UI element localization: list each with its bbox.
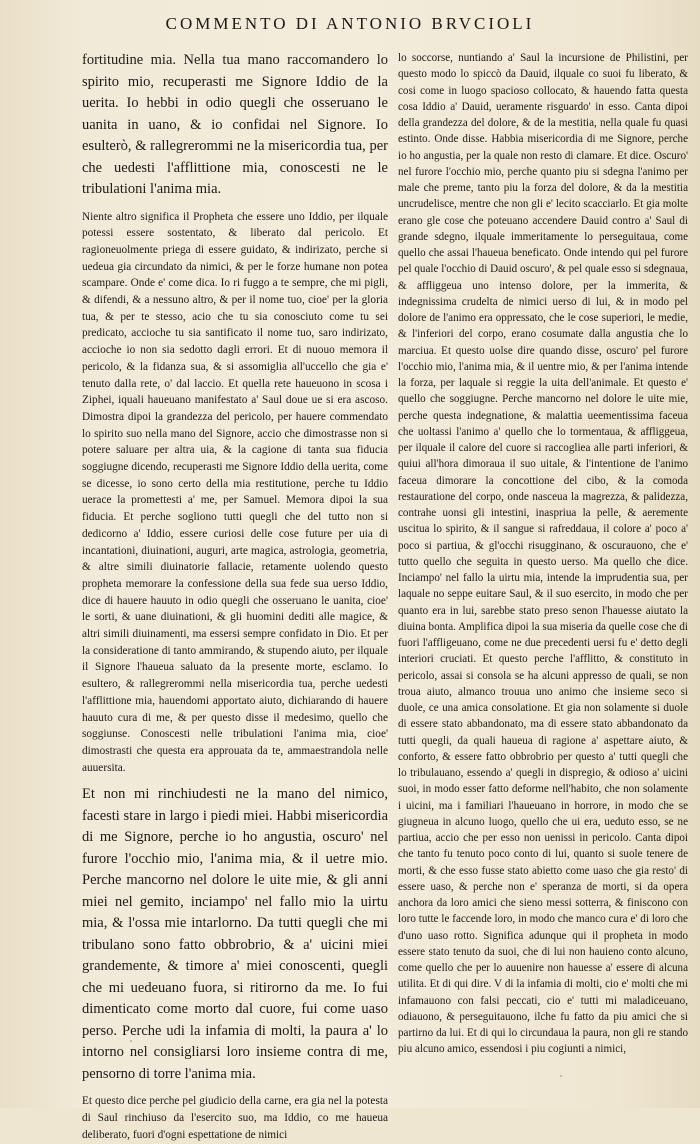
- psalm-verse-text: Et non mi rinchiudesti ne la mano del nimico, facesti stare in largo i piedi miei. Habbi misericordia di me Signore, perche io ho angustia, oscuro' nel furore l'occhio mio, l'anima mia, & il uetre mio. Perche mancorno nel dolore le uite mie, & gli anni miei nel gemito, inciampo' nel fallo mio la uirtu mia, & l'ossa mie intarlorno. Da tutti quegli che mi tribulano sono fatto obbrobrio, & a' uicini miei grandemente, & timore a' miei conoscenti, quegli che mi uedeuano fuora, si ritirorno da me. Io fui dimenticato come morto dal cuore, fui come uaso perso. Perche udi la infamia di molti, la paura a' lo intorno nel consigliarsi loro insieme contra di me, pensorno di torre l'anima mia.: [82, 786, 388, 1082]
- paragraph-gap: [82, 1085, 388, 1093]
- commentary-text: Et questo dice perche pel giudicio della carne, era gia nel la potesta di Saul rinchiuso da l'esercito suo, ma Iddio, co me haueua deliberato, fuori d'ogni espettatione de nimici: [82, 1095, 388, 1141]
- paragraph-gap: [82, 776, 388, 784]
- left-column: [82, 50, 388, 1141]
- psalm-verse-text: fortitudine mia. Nella tua mano raccomandero lo spirito mio, recuperasti me Signore Iddio de la uerita. Io hebbi in odio quegli che osseruano le uanita in uano, & io confidai nel Signore. Io esulterò, & rallegrerommi ne la misericordia tua, per che uedesti l'afflittione mia, conoscesti ne le tribulationi l'anima mia.: [82, 52, 388, 197]
- paper-speck: [560, 1075, 562, 1077]
- paragraph-gap: [82, 201, 388, 209]
- right-column: [398, 50, 688, 1095]
- running-head: COMMENTO DI ANTONIO BRVCIOLI: [165, 14, 535, 33]
- commentary-text: Niente altro significa il Propheta che essere uno Iddio, per ilquale potessi essere sostentato, & liberato dal pericolo. Et ragioneuolmente priega di essere guidato, & indirizato, perche si uedeua gia circundato da nimici, & per le forze humane non potea scampare. Onde e' come dica. Io ri fuggo a te sempre, che mi pigli, & difendi, & a nessuno altro, & per il nome tuo, cioe' per la gloria tua, & per te stesso, acio che tu sia conosciuto come tu sei predicato, accioche tu sia santificato il nome tuo, saro indirizato, accioche io non sia sedotto dagli errori. Et di nuouo memora il pericolo, & la fidanza sua, & si assomiglia all'uccello che gia e' tenuto dalla rete, o' dal laccio. Et quella rete haueuono in scosa i Ziphei, iquali haueuano manifestato a' Saul doue ue si era ascoso. Dimostra dipoi la grandezza del pericolo, per hauere commendato lo spirito suo nella mano del Signore, accio che dimostrasse non si potere saluare per altra uia, & la cagione di tanta sua fiducia soggiugne dicendo, recuperasti me Signore Iddio della uerita, come se dicesse, io sono certo della mia restitutione, perche tu Iddio uerace la promettesti a' me, per Samuel. Memora dipoi la sua fiducia. Et perche sogliono tutti quegli che del tutto non si dedicorno a' Iddio, essere curiosi delle cose future per uia di incantationi, diuinationi, auguri, arte magica, astrologia, geometria, & altre simili diuinatorie fallacie, retamente uolendo questo propheta memorare la confessione della sua fede sua uerso Iddio, dice di hauere hauuto in odio quegli che osseruano le uanita, cioe' le sorti, & uane diuinationi, & gli huomini dediti alle magice, & altri simili diuinamenti, ma essersi sempre confidato in Dio. Et per la consideratione di tanto ammirando, & stupendo aiuto, per ilquale il Signore l'haueua saluato da la presente morte, esclamo. Io esultero, & rallegrerommi nella misericordia tua, perche uedesti l'afflittione mia, hauendomi apportato aiuto, dichiarando di hauere hauuto cura di me, & per questo disse il medesimo, quello che soggiunse. Conoscesti nelle tribulationi l'anima mia, cioe' dimostrasti che questa era approuata da te, ammaestrandola nelle auuersita.: [82, 210, 388, 774]
- paper-speck: [130, 1040, 132, 1042]
- commentary-text: lo soccorse, nuntiando a' Saul la incursione de Philistini, per questo modo lo spiccò da Dauid, ilquale co suoi fu liberato, & cosi come in luogo spacioso collocato, & hauendo fatta questa cosa Iddio a' Dauid, ueramente risguardo' in esso. Canta dipoi della grandezza del dolore, & de la mestitia, nella quale fu quasi estinto. Onde disse. Habbia misericordia di me Signore, perche io ho angustia, per la quale non resto di clamare. Et dice. Oscuro' nel furore l'occhio mio, perche quanto piu si sdegna l'animo per male che preme, tanto piu la forza del dolore, & da la mestitia uncrudelisce, mentre che non gli e' lecito scacciarlo. Et gia molte erano gle cose che poteuano accendere Dauid contro a' Saul di grande sdegno, ilquale immeritamente lo perseguitaua, come quello che assai l'haueua beneficato. Onde intendo qui pel furore pel quale l'occhio di Dauid oscuro', & pel quale esso si sdegnaua, & affliggeua uno intenso dolore, per la immerita, & indegnissima crudelta de nimici uerso di lui, & in modo pel dolore de l'animo era oppressato, che le cose superiori, le medie, & l'inferiori del corpo, erano cosumate dalla angustia che lo marciua. Et questo uolse dire quando disse, oscuro' pel furore l'occhio mio, l'anima mia, & il uentre mio, & per l'anima intende la forza, per laquale si reggie la uita dell'animale. Et questo e' quello che soggiugne. Perche mancorno nel dolore le uite mie, perche questa indegnatione, & malattia ueementissima faceua che uoltassi l'animo a' quello che lo tormentaua, & affliggeua, per ilquale il calore del cuore si raccogliea alle parti inferiori, & quiui all'hora dimoraua il suo uitale, & l'intentione de l'animo faceua dimorare la concottione del cibo, & la comoda restauratione del corpo, onde nasceua la magrezza, & palidezza, contrahe uonsi gli intestini, inaspriua la pelle, & aeremente uscitua lo spirito, & il sangue si rafreddaua, il colore a' poco a' poco si partiua, & gl'occhi risugginano, & oscurauono, che e' tutto quello che seguita in questo uerso. Ma quello che dice. Inciampo' nel fallo la uirtu mia, intende la imprudentia sua, per laquale no seppe euitare Saul, & il suo esercito, in modo che per quanto era in lui, sarebbe stato preso senon l'hauesse aiutato la diuina bonta. Amplifica dipoi la sua miseria da quelle cose che di fuori l'affligeuano, come ne due precedenti uersi fu e' detto degli interiori cruciati. Et questo perche l'afflitto, & constituto in pericolo, assai si consola se ha alcuni appresso de quali, se non troua aiuto, almanco trouua uno animo che insieme seco si duole, ce una amica consolatione. Et gia non solamente si duole di essere stato abbandonato, ma di essere stato abbandonato da tutti quegli, da quali haueua di ragione a' aspettare aiuto, & conforto, & essere fatto obbrobrio per questo a' tutti quegli che lo tribulauano, essendo a' quegli in dispregio, & odioso a' uicini suoi, in modo esser fatto deforme nell'habito, che non solamente i uicini, ma i familiari l'haueuano in horrore, in modo che se giugneua in alcuno luogo, quello che ui era, ueduto esso, se ne partiua, accio che per esso non uenissi in pericolo. Canta dipoi che tanto fu tenuto poco conto di lui, quanto si suole tenere de morti, & che esso fusse stato abietto come uaso che gia resto' di essere uaso, & perche non e' speranza de morti, si da opera anchora da loro amici che sieno messi sotterra, & finiscono con loro tutte le faccende loro, in modo che manco cura e' di loro che d'uno uaso rotto. Significa adunque qui il propheta in modo essere stato tenuto da suoi, che di lui non hauieno conto alcuno, come quello che per lo auuenire non hauesse a' essere di alcuna utilita. Et di qui dire. V di la infamia di molti, cio e' molti che mi infamauono con falsi peccati, cio e' tutti mi maladiceuano, odiauono, & perseguitauono, ilche fu fatto da piu amici che si partirno da lui. Et di qui lo circundaua la paura, non gli re stando piu alcuno amico, essendosi i piu cogiunti a nimici,: [398, 52, 688, 1056]
